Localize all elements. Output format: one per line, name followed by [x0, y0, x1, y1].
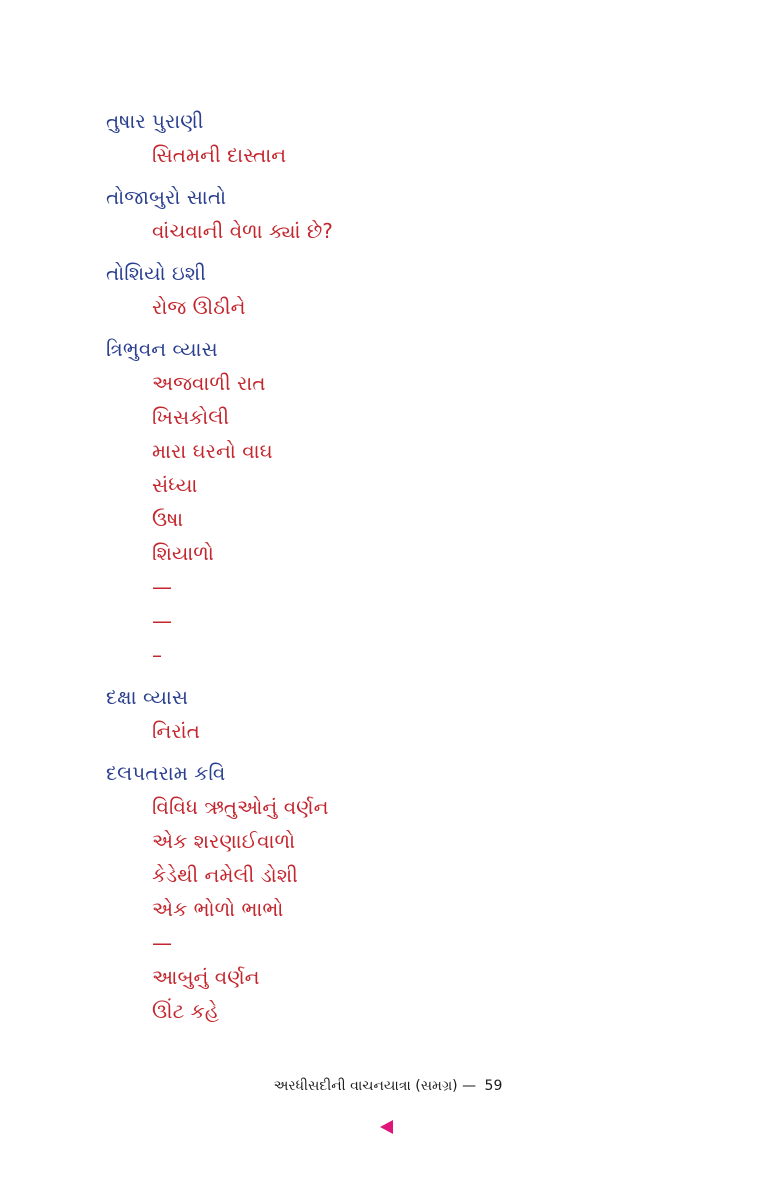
work-title: અજવાળી રાત: [152, 371, 266, 395]
work-title: વિવિધ ઋતુઓનું વર્ણન: [152, 795, 329, 819]
work-title-dash: –: [152, 643, 162, 667]
work-title: શિયાળો: [152, 541, 214, 565]
work-title: એક શરણાઈવાળો: [152, 829, 296, 853]
work-title: ઉષા: [152, 507, 184, 531]
author-name: દક્ષા વ્યાસ: [106, 685, 189, 709]
author-name: દલપતરામ કવિ: [106, 761, 226, 785]
work-title-dash: —: [152, 931, 172, 955]
entry-group: [106, 332, 706, 672]
work-title: વાંચવાની વેળા ક્યાં છે?: [152, 219, 333, 243]
book-title: અરધીસદીની વાચનયાત્રા (સમગ્ર) —: [273, 1078, 477, 1094]
work-title: રોજ ઊઠીને: [152, 295, 246, 319]
entry-group: [106, 104, 706, 172]
work-title: ઊંટ કહે: [152, 999, 220, 1023]
work-title: સંધ્યા: [152, 473, 198, 497]
author-index: [106, 104, 706, 1036]
work-title: સિતમની દાસ્તાન: [152, 143, 287, 167]
previous-page-arrow-icon[interactable]: [380, 1120, 393, 1134]
author-name: તુષાર પુરાણી: [106, 109, 204, 133]
work-title: એક ભોળો ભાભો: [152, 897, 284, 921]
work-title: નિરાંત: [152, 719, 200, 743]
entry-group: [106, 680, 706, 748]
page-footer: [0, 1078, 776, 1094]
author-name: તોશિયો ઇશી: [106, 261, 206, 285]
work-title-dash: —: [152, 609, 172, 633]
work-title-dash: —: [152, 575, 172, 599]
page-number: 59: [484, 1078, 503, 1094]
entry-group: [106, 756, 706, 1028]
work-title: ખિસકોલી: [152, 405, 230, 429]
work-title: આબુનું વર્ણન: [152, 965, 260, 989]
entry-group: [106, 180, 706, 248]
work-title: મારા ઘરનો વાઘ: [152, 439, 273, 463]
author-name: ત્રિભુવન વ્યાસ: [106, 337, 218, 361]
entry-group: [106, 256, 706, 324]
work-title: કેડેથી નમેલી ડોશી: [152, 863, 298, 887]
author-name: તોજાબુરો સાતો: [106, 185, 227, 209]
